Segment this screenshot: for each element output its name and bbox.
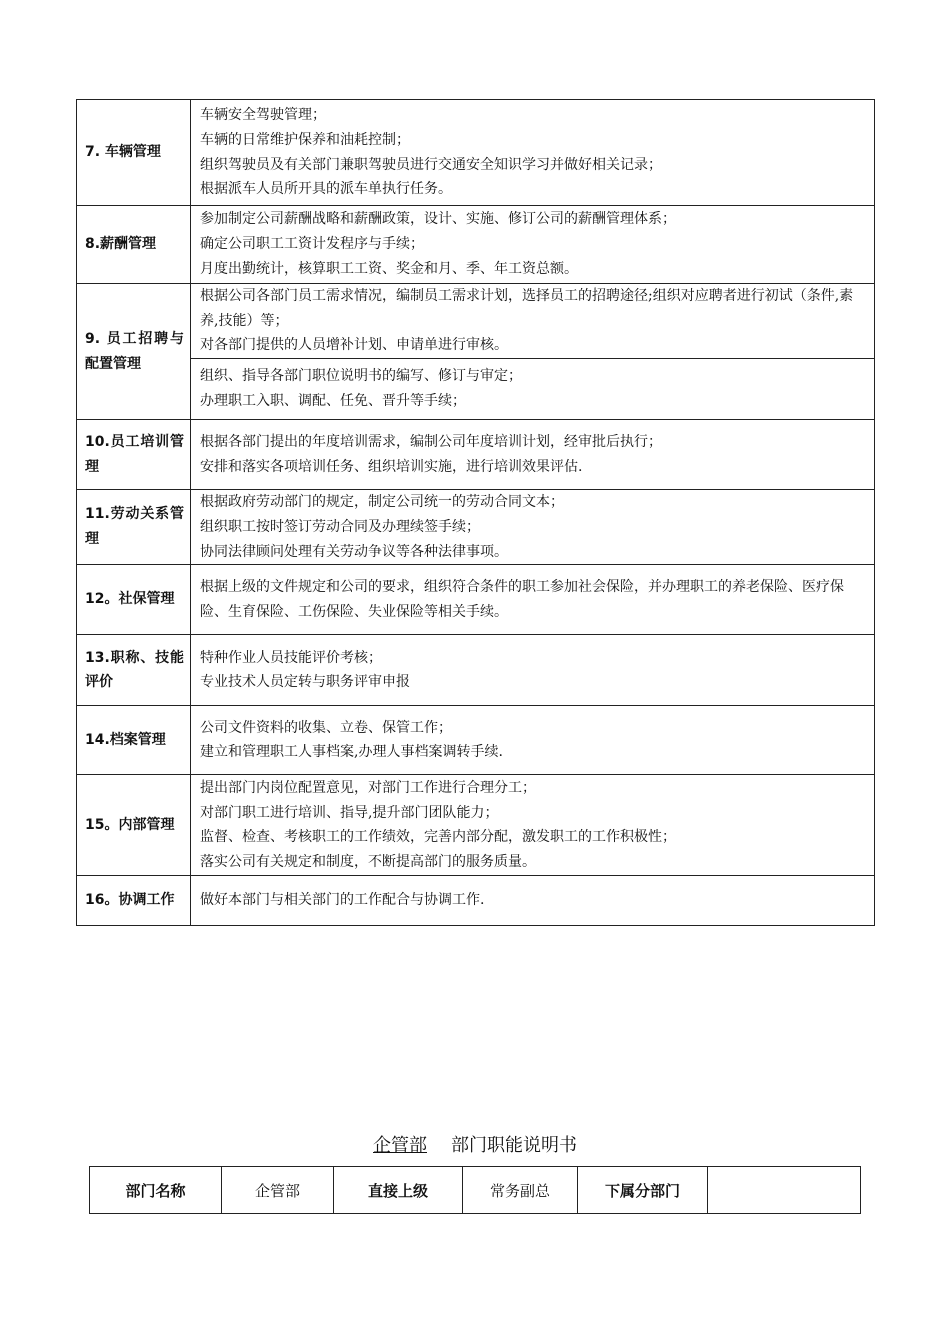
duty-line: 根据公司各部门员工需求情况，编制员工需求计划，选择员工的招聘途径;组织对应聘者进行初试（条件,素养,技能）等； xyxy=(200,288,854,329)
duty-row xyxy=(77,775,875,876)
duty-category: 9. 员工招聘与配置管理 xyxy=(77,284,191,420)
duty-row xyxy=(77,706,875,775)
duty-line: 车辆的日常维护保养和油耗控制； xyxy=(200,131,410,148)
duty-row xyxy=(77,420,875,490)
duty-description xyxy=(191,635,875,706)
duty-description xyxy=(191,359,875,420)
duty-row xyxy=(77,359,875,420)
value-sub-dept xyxy=(708,1167,861,1214)
duty-description xyxy=(191,775,875,876)
duty-line: 监督、检查、考核职工的工作绩效，完善内部分配，激发职工的工作积极性； xyxy=(200,829,676,846)
duty-row xyxy=(77,206,875,284)
duty-line: 做好本部门与相关部门的工作配合与协调工作. xyxy=(200,892,485,909)
section-title xyxy=(0,1131,950,1157)
label-superior: 直接上级 xyxy=(334,1167,463,1214)
duty-line: 公司文件资料的收集、立卷、保管工作； xyxy=(200,719,452,736)
duty-line: 对各部门提供的人员增补计划、申请单进行审核。 xyxy=(200,337,508,354)
duty-line: 组织驾驶员及有关部门兼职驾驶员进行交通安全知识学习并做好相关记录； xyxy=(200,156,662,173)
duty-description xyxy=(191,876,875,926)
duty-row xyxy=(77,565,875,635)
duty-line: 提出部门内岗位配置意见，对部门工作进行合理分工； xyxy=(200,779,536,796)
duties-table xyxy=(76,99,875,926)
duty-category: 16。协调工作 xyxy=(77,876,191,926)
duty-line: 协同法律顾问处理有关劳动争议等各种法律事项。 xyxy=(200,543,508,560)
duties-body xyxy=(77,100,875,926)
label-dept-name: 部门名称 xyxy=(90,1167,222,1214)
duty-description xyxy=(191,706,875,775)
value-superior: 常务副总 xyxy=(463,1167,578,1214)
duty-category: 7. 车辆管理 xyxy=(77,100,191,206)
duty-row xyxy=(77,284,875,359)
duty-description xyxy=(191,100,875,206)
duty-category: 10.员工培训管理 xyxy=(77,420,191,490)
duty-category: 15。内部管理 xyxy=(77,775,191,876)
duty-line: 确定公司职工工资计发程序与手续； xyxy=(200,236,424,253)
duty-description xyxy=(191,490,875,565)
dept-info-row xyxy=(90,1167,861,1214)
duty-line: 根据上级的文件规定和公司的要求，组织符合条件的职工参加社会保险，并办理职工的养老保险、医疗保险、生育保险、工伤保险、失业保险等相关手续。 xyxy=(200,579,844,620)
duty-line: 安排和落实各项培训任务、组织培训实施，进行培训效果评估. xyxy=(200,458,583,475)
duty-line: 月度出勤统计，核算职工工资、奖金和月、季、年工资总额。 xyxy=(200,260,578,277)
doc-title: 部门职能说明书 xyxy=(451,1135,577,1156)
duty-line: 组织、指导各部门职位说明书的编写、修订与审定； xyxy=(200,368,522,385)
duty-row xyxy=(77,876,875,926)
label-sub-dept: 下属分部门 xyxy=(578,1167,708,1214)
duty-category: 14.档案管理 xyxy=(77,706,191,775)
duty-category: 13.职称、技能评价 xyxy=(77,635,191,706)
duty-row xyxy=(77,100,875,206)
duty-line: 车辆安全驾驶管理； xyxy=(200,107,326,124)
duty-line: 组织职工按时签订劳动合同及办理续签手续； xyxy=(200,518,480,535)
duty-line: 根据派车人员所开具的派车单执行任务。 xyxy=(200,181,452,198)
duty-line: 落实公司有关规定和制度，不断提高部门的服务质量。 xyxy=(200,853,536,870)
duty-row xyxy=(77,490,875,565)
dept-name-title: 企管部 xyxy=(373,1135,427,1156)
dept-info-table xyxy=(89,1166,861,1214)
duty-line: 办理职工入职、调配、任免、晋升等手续； xyxy=(200,393,466,410)
duty-category: 11.劳动关系管理 xyxy=(77,490,191,565)
duty-line: 特种作业人员技能评价考核； xyxy=(200,649,382,666)
duty-category: 12。社保管理 xyxy=(77,565,191,635)
duty-description xyxy=(191,565,875,635)
duty-description xyxy=(191,284,875,359)
duty-line: 对部门职工进行培训、指导,提升部门团队能力； xyxy=(200,804,499,821)
duty-line: 根据政府劳动部门的规定，制定公司统一的劳动合同文本； xyxy=(200,494,564,511)
duty-row xyxy=(77,635,875,706)
duty-description xyxy=(191,206,875,284)
duty-line: 根据各部门提出的年度培训需求，编制公司年度培训计划，经审批后执行； xyxy=(200,433,662,450)
duty-line: 参加制定公司薪酬战略和薪酬政策，设计、实施、修订公司的薪酬管理体系； xyxy=(200,211,676,228)
duty-description xyxy=(191,420,875,490)
duty-category: 8.薪酬管理 xyxy=(77,206,191,284)
duty-line: 建立和管理职工人事档案,办理人事档案调转手续. xyxy=(200,744,503,761)
duty-line: 专业技术人员定转与职务评审申报 xyxy=(200,674,410,691)
value-dept-name: 企管部 xyxy=(222,1167,334,1214)
